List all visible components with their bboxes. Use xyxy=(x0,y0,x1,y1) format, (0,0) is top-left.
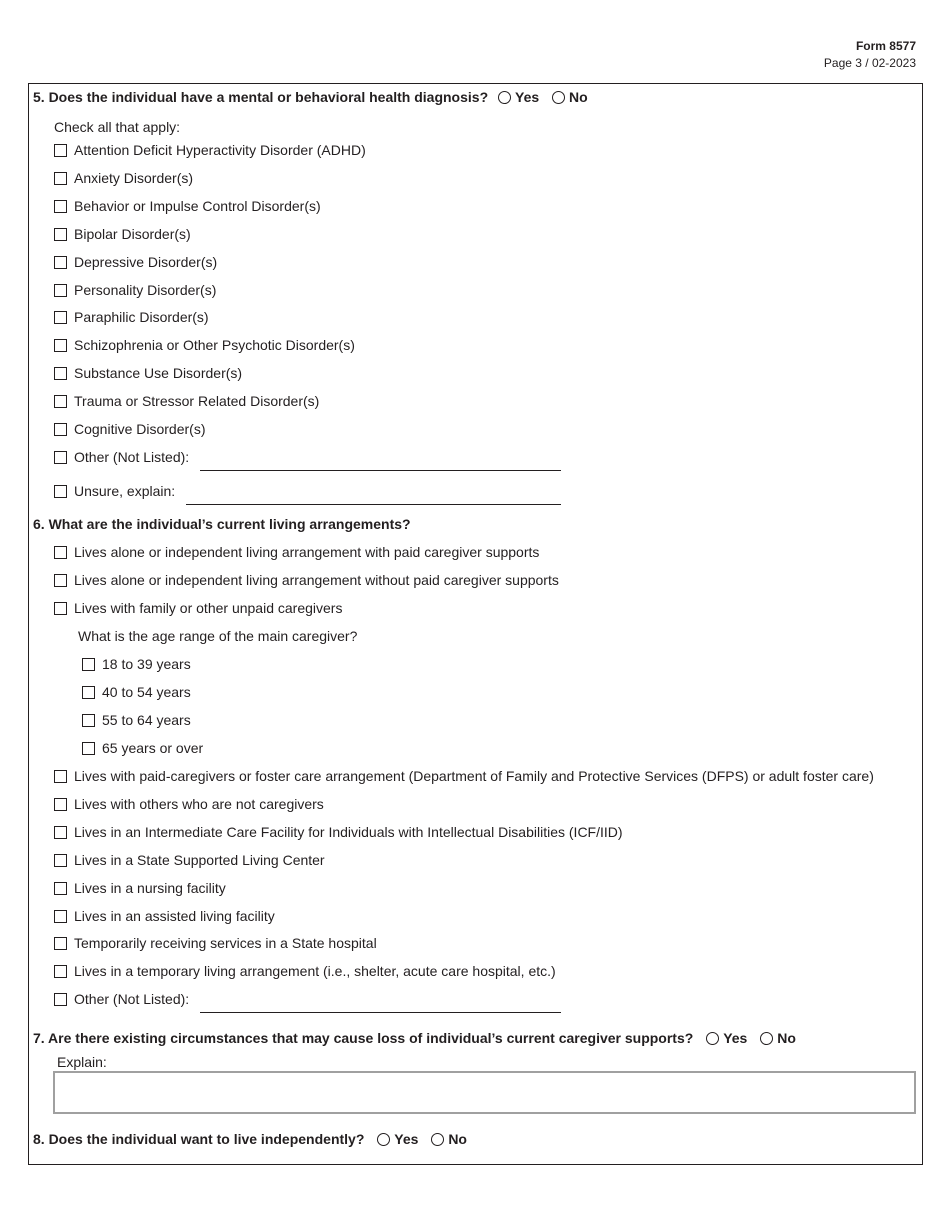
q5-row xyxy=(33,88,588,106)
q6-age-option-label: 40 to 54 years xyxy=(102,684,191,700)
q5-no-radio[interactable] xyxy=(552,91,565,104)
q5-option-label: Behavior or Impulse Control Disorder(s) xyxy=(74,197,321,214)
q5-option-label: Bipolar Disorder(s) xyxy=(74,225,191,242)
q5-option-checkbox[interactable] xyxy=(54,311,67,324)
q8-question: 8. Does the individual want to live independently? xyxy=(33,1131,365,1147)
q6-age-option-label: 18 to 39 years xyxy=(102,656,191,672)
q6-option-label: Lives with others who are not caregivers xyxy=(74,795,324,812)
q5-other-label: Other (Not Listed): xyxy=(74,449,190,465)
q6-option-checkbox[interactable] xyxy=(54,910,67,923)
q5-no-label: No xyxy=(569,89,588,105)
q6-age-option-label: 65 years or over xyxy=(102,740,204,756)
q5-yes-label: Yes xyxy=(515,89,540,105)
q5-yes-radio[interactable] xyxy=(498,91,511,104)
q7-yes-radio[interactable] xyxy=(706,1032,719,1045)
q5-other-input[interactable] xyxy=(200,470,561,471)
q7-explain-textbox[interactable] xyxy=(53,1071,916,1114)
q6-option-label: Lives alone or independent living arrangement without paid caregiver supports xyxy=(74,572,559,588)
form-number: Form 8577 xyxy=(855,39,916,53)
q6-age-option-checkbox[interactable] xyxy=(82,658,95,671)
q8-no-radio[interactable] xyxy=(431,1133,444,1146)
q6-option-label: Lives in an assisted living facility xyxy=(74,907,275,924)
q6-option-label: Lives in a nursing facility xyxy=(74,879,226,896)
q5-option-checkbox[interactable] xyxy=(54,395,67,408)
q6-question: 6. What are the individual’s current living arrangements? xyxy=(33,516,411,532)
q7-yes-label: Yes xyxy=(723,1030,748,1046)
q6-option-checkbox[interactable] xyxy=(54,854,67,867)
q6-option-checkbox[interactable] xyxy=(54,882,67,895)
q5-unsure-label: Unsure, explain: xyxy=(74,483,176,499)
page-info: Page 3 / 02-2023 xyxy=(823,56,916,70)
q6-option-label: Lives in a State Supported Living Center xyxy=(74,851,325,868)
q5-unsure-input[interactable] xyxy=(186,504,561,505)
q6-age-option-checkbox[interactable] xyxy=(82,686,95,699)
q7-explain-label: Explain: xyxy=(57,1054,107,1070)
q5-option-label: Depressive Disorder(s) xyxy=(74,253,218,270)
q8-no-label: No xyxy=(448,1131,467,1147)
q5-option-checkbox[interactable] xyxy=(54,256,67,269)
q6-age-question: What is the age range of the main caregiver? xyxy=(78,628,358,644)
q6-option-checkbox[interactable] xyxy=(54,602,67,615)
q6-option-checkbox[interactable] xyxy=(54,826,67,839)
q6-option-checkbox[interactable] xyxy=(54,574,67,587)
q7-no-radio[interactable] xyxy=(760,1032,773,1045)
q6-option-checkbox[interactable] xyxy=(54,937,67,950)
q5-option-label: Cognitive Disorder(s) xyxy=(74,421,206,437)
q6-option-label: Lives with paid-caregivers or foster care arrangement (Department of Family and Protective Services (DFPS) or adult foster care) xyxy=(74,768,874,784)
q6-option-checkbox[interactable] xyxy=(54,965,67,978)
q5-option-label: Substance Use Disorder(s) xyxy=(74,365,243,382)
q6-option-label: Temporarily receiving services in a State hospital xyxy=(74,935,377,952)
q5-option-checkbox[interactable] xyxy=(54,200,67,213)
form-header xyxy=(824,38,916,72)
q5-unsure-checkbox[interactable] xyxy=(54,485,67,498)
q5-option-checkbox[interactable] xyxy=(54,172,67,185)
q5-option-checkbox[interactable] xyxy=(54,228,67,241)
q6-other-input[interactable] xyxy=(200,1012,561,1013)
q6-option-checkbox[interactable] xyxy=(54,770,67,783)
q5-option-label: Attention Deficit Hyperactivity Disorder (ADHD) xyxy=(74,142,366,158)
q5-option-checkbox[interactable] xyxy=(54,367,67,380)
q6-age-option-checkbox[interactable] xyxy=(82,742,95,755)
q5-option-label: Paraphilic Disorder(s) xyxy=(74,309,209,326)
q5-option-checkbox[interactable] xyxy=(54,423,67,436)
q5-question: 5. Does the individual have a mental or behavioral health diagnosis? xyxy=(33,89,489,105)
q6-other-label: Other (Not Listed): xyxy=(74,991,190,1007)
q6-age-option-checkbox[interactable] xyxy=(82,714,95,727)
q5-option-checkbox[interactable] xyxy=(54,339,67,352)
q6-age-option-label: 55 to 64 years xyxy=(102,712,191,728)
q5-instruction: Check all that apply: xyxy=(54,119,181,135)
q8-yes-radio[interactable] xyxy=(377,1133,390,1146)
q7-question: 7. Are there existing circumstances that may cause loss of individual’s current caregiver supports? xyxy=(33,1030,694,1046)
q5-option-label: Schizophrenia or Other Psychotic Disorder(s) xyxy=(74,337,355,354)
q6-option-label: Lives in an Intermediate Care Facility for Individuals with Intellectual Disabilities (ICF/IID) xyxy=(74,823,623,840)
q5-option-checkbox[interactable] xyxy=(54,144,67,157)
q5-option-checkbox[interactable] xyxy=(54,284,67,297)
q6-option-checkbox[interactable] xyxy=(54,798,67,811)
q5-other-checkbox[interactable] xyxy=(54,451,67,464)
q8-row xyxy=(33,1130,467,1148)
q6-option-checkbox[interactable] xyxy=(54,546,67,559)
q6-other-checkbox[interactable] xyxy=(54,993,67,1006)
q6-option-label: Lives alone or independent living arrangement with paid caregiver supports xyxy=(74,544,540,560)
q7-no-label: No xyxy=(777,1030,796,1046)
q7-row xyxy=(33,1029,796,1047)
q6-option-label: Lives with family or other unpaid caregivers xyxy=(74,600,343,616)
q5-option-label: Trauma or Stressor Related Disorder(s) xyxy=(74,393,320,410)
q8-yes-label: Yes xyxy=(394,1131,419,1147)
q5-option-label: Anxiety Disorder(s) xyxy=(74,169,194,186)
q5-option-label: Personality Disorder(s) xyxy=(74,281,217,298)
q6-option-label: Lives in a temporary living arrangement (i.e., shelter, acute care hospital, etc.) xyxy=(74,963,556,980)
